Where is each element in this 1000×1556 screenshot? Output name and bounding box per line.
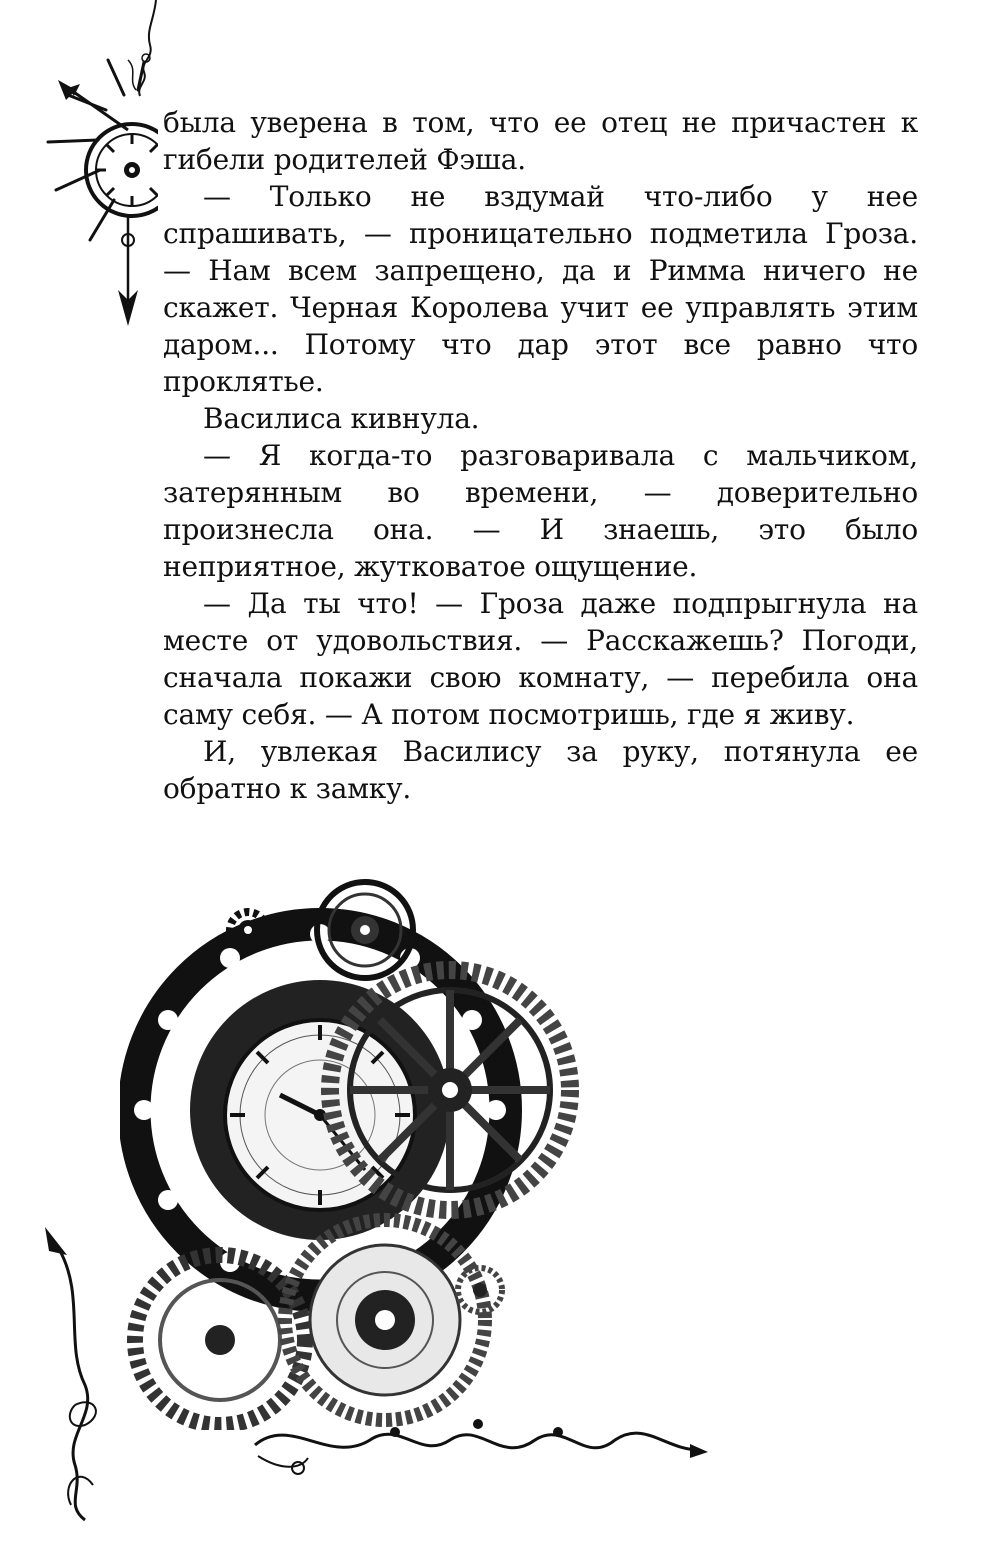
body-text [163,104,918,807]
paragraph: — Только не вздумай что-либо у нее спрашивать, — проницательно подметила Гроза. — Нам всем запрещено, да и Римма ничего не скажет. Черная Королева учит ее управлять этим даром... Потому что дар этот все равно что проклятье. [163,180,918,398]
wave-stars-flourish-icon [250,1410,710,1490]
compass-sun-ornament-icon [28,0,158,330]
paragraph: И, увлекая Василису за руку, потянула ее обратно к замку. [163,735,918,805]
paragraph: — Я когда-то разговаривала с мальчиком, затерянным во времени, — доверительно произнесла она. — И знаешь, это было неприятное, жутковатое ощущение. [163,439,918,583]
clockwork-gears-illustration-icon [120,870,580,1430]
paragraph: — Да ты что! — Гроза даже подпрыгнула на месте от удовольствия. — Расскажешь? Погоди, сначала покажи свою комнату, — перебила она саму себя. — А потом посмотришь, где я живу. [163,587,918,731]
paragraph: была уверена в том, что ее отец не причастен к гибели родителей Фэша. [163,106,918,176]
paragraph: Василиса кивнула. [203,402,480,435]
swirl-arrow-ornament-icon [35,1215,115,1525]
